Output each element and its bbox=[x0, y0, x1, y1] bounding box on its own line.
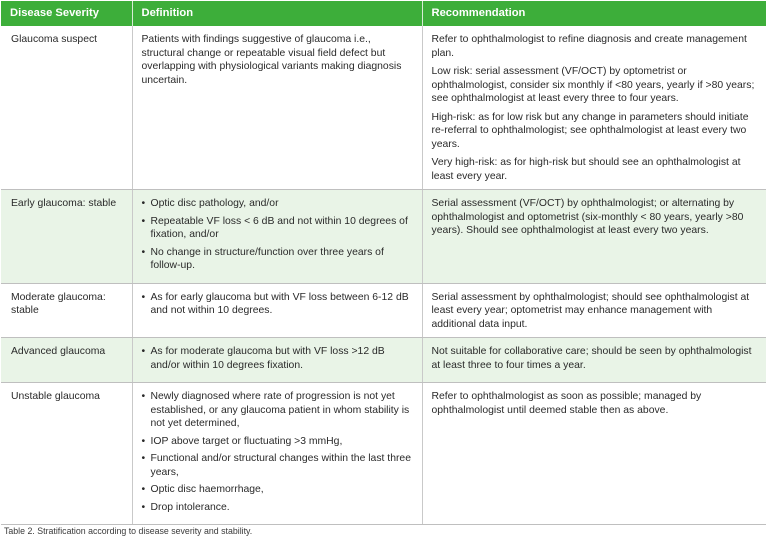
table-row bbox=[1, 26, 766, 190]
definition-bullet: • Optic disc haemorrhage, bbox=[142, 483, 413, 497]
severity-cell: Moderate glaucoma: stable bbox=[1, 283, 132, 338]
definition-bullet: • Optic disc pathology, and/or bbox=[142, 197, 413, 211]
table-row bbox=[1, 190, 766, 284]
recommendation-text: Very high-risk: as for high-risk but should see an ophthalmologist at least every year. bbox=[431, 157, 741, 182]
severity-cell: Early glaucoma: stable bbox=[1, 190, 132, 284]
header-definition: Definition bbox=[132, 1, 422, 26]
definition-cell bbox=[132, 383, 422, 525]
severity-cell: Glaucoma suspect bbox=[1, 26, 132, 190]
severity-cell: Unstable glaucoma bbox=[1, 383, 132, 525]
definition-bullet: • Drop intolerance. bbox=[142, 501, 413, 515]
definition-bullet-list bbox=[142, 291, 413, 318]
definition-bullet: • Repeatable VF loss < 6 dB and not within 10 degrees of fixation, and/or bbox=[142, 215, 413, 242]
definition-text: Patients with findings suggestive of glaucoma i.e., structural change or repeatable visual field defect but overlapping with physiological variants making diagnosis uncertain. bbox=[141, 34, 402, 86]
definition-cell bbox=[132, 338, 422, 383]
recommendation-text: Low risk: serial assessment (VF/OCT) by optometrist or ophthalmologist, consider six monthly if <80 years, yearly if >80 years; see ophthalmologist at least every three to four years. bbox=[431, 66, 755, 104]
recommendation-text: Refer to ophthalmologist to refine diagnosis and create management plan. bbox=[431, 34, 747, 59]
recommendation-text: Refer to ophthalmologist as soon as possible; managed by ophthalmologist until deemed stable then as above. bbox=[431, 391, 702, 416]
definition-cell bbox=[132, 190, 422, 284]
definition-cell bbox=[132, 283, 422, 338]
stratification-table bbox=[1, 1, 766, 525]
recommendation-text: Serial assessment (VF/OCT) by ophthalmologist; or alternating by ophthalmologist and optometrist (six-monthly < 80 years, yearly >80 years). Should see ophthalmologist at least every two years. bbox=[431, 198, 744, 236]
recommendation-cell bbox=[422, 26, 766, 190]
table-row bbox=[1, 338, 766, 383]
definition-bullet: • As for moderate glaucoma but with VF loss >12 dB and/or within 10 degrees fixation. bbox=[142, 345, 413, 372]
definition-bullet-list bbox=[142, 345, 413, 372]
definition-bullet: • No change in structure/function over three years of follow-up. bbox=[142, 246, 413, 273]
definition-bullet-list bbox=[142, 390, 413, 514]
definition-bullet: • Newly diagnosed where rate of progression is not yet established, or any glaucoma patient in whom stability is not yet determined, bbox=[142, 390, 413, 431]
recommendation-cell bbox=[422, 338, 766, 383]
recommendation-cell bbox=[422, 383, 766, 525]
header-recommendation: Recommendation bbox=[422, 1, 766, 26]
table-row bbox=[1, 383, 766, 525]
table-row bbox=[1, 283, 766, 338]
recommendation-cell bbox=[422, 283, 766, 338]
recommendation-text: Not suitable for collaborative care; should be seen by ophthalmologist at least three to four times a year. bbox=[431, 346, 752, 371]
definition-bullet-list bbox=[142, 197, 413, 273]
definition-bullet: • As for early glaucoma but with VF loss between 6-12 dB and not within 10 degrees. bbox=[142, 291, 413, 318]
definition-bullet: • Functional and/or structural changes within the last three years, bbox=[142, 452, 413, 479]
table-caption: Table 2. Stratification according to disease severity and stability. bbox=[4, 526, 253, 536]
recommendation-text: Serial assessment by ophthalmologist; should see ophthalmologist at least every year; optometrist may enhance management with additional data input. bbox=[431, 291, 750, 330]
header-disease-severity: Disease Severity bbox=[1, 1, 132, 26]
severity-cell: Advanced glaucoma bbox=[1, 338, 132, 383]
definition-cell bbox=[132, 26, 422, 190]
recommendation-cell bbox=[422, 190, 766, 284]
definition-bullet: • IOP above target or fluctuating >3 mmHg, bbox=[142, 435, 413, 449]
table-header-row bbox=[1, 1, 766, 26]
recommendation-text: High-risk: as for low risk but any change in parameters should initiate re-referral to ophthalmologist; see ophthalmologist at least every two years. bbox=[431, 111, 749, 150]
